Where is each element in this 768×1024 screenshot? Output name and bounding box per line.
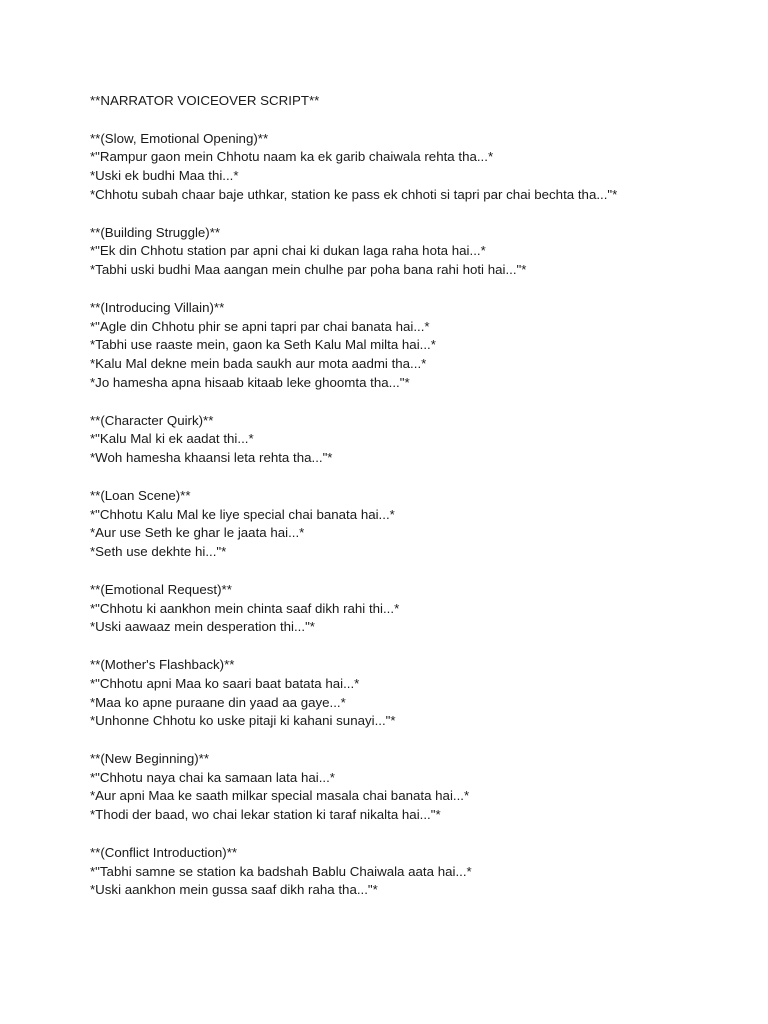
section-conflict-introduction [90,844,730,900]
section-slow-emotional-opening [90,130,730,205]
section-building-struggle [90,224,730,280]
section-character-quirk [90,412,730,468]
script-line: *Maa ko apne puraane din yaad aa gaye...* [90,694,346,710]
script-line: *Uski aankhon mein gussa saaf dikh raha tha..."* [90,882,378,898]
script-line: *Aur apni Maa ke saath milkar special masala chai banata hai...* [90,788,470,804]
section-mothers-flashback [90,656,730,731]
section-heading: **(New Beginning)** [90,750,209,766]
script-line: *"Ek din Chhotu station par apni chai ki dukan laga raha hota hai...* [90,243,486,259]
script-line: *"Chhotu Kalu Mal ke liye special chai banata hai...* [90,506,395,522]
script-title: **NARRATOR VOICEOVER SCRIPT** [90,93,320,108]
script-line: *Tabhi use raaste mein, gaon ka Seth Kalu Mal milta hai...* [90,337,436,353]
section-introducing-villain [90,299,730,393]
script-line: *"Rampur gaon mein Chhotu naam ka ek garib chaiwala rehta tha...* [90,149,494,165]
script-line: *Unhonne Chhotu ko uske pitaji ki kahani sunayi..."* [90,713,396,729]
section-new-beginning [90,750,730,825]
script-line: *Uski aawaaz mein desperation thi..."* [90,619,315,635]
section-heading: **(Building Struggle)** [90,224,221,240]
script-line: *"Chhotu ki aankhon mein chinta saaf dikh rahi thi...* [90,600,400,616]
script-line: *Chhotu subah chaar baje uthkar, station ke pass ek chhoti si tapri par chai bechta tha..."* [90,186,618,202]
section-heading: **(Slow, Emotional Opening)** [90,130,269,146]
script-line: *Jo hamesha apna hisaab kitaab leke ghoomta tha..."* [90,374,410,390]
section-heading: **(Loan Scene)** [90,487,191,503]
script-line: *Tabhi uski budhi Maa aangan mein chulhe par poha bana rahi hoti hai..."* [90,262,527,278]
script-line: *"Kalu Mal ki ek aadat thi...* [90,431,254,447]
script-page [90,92,730,919]
script-line: *"Chhotu naya chai ka samaan lata hai...* [90,769,335,785]
section-loan-scene [90,487,730,562]
script-line: *Aur use Seth ke ghar le jaata hai...* [90,525,305,541]
section-heading: **(Character Quirk)** [90,412,214,428]
script-line: *"Agle din Chhotu phir se apni tapri par chai banata hai...* [90,318,430,334]
script-line: *Woh hamesha khaansi leta rehta tha..."* [90,450,333,466]
section-emotional-request [90,581,730,637]
section-heading: **(Conflict Introduction)** [90,844,238,860]
script-line: *Seth use dekhte hi..."* [90,544,227,560]
section-heading: **(Mother's Flashback)** [90,656,235,672]
script-line: *Kalu Mal dekne mein bada saukh aur mota aadmi tha...* [90,356,427,372]
script-line: *"Chhotu apni Maa ko saari baat batata hai...* [90,675,360,691]
script-line: *Thodi der baad, wo chai lekar station ki taraf nikalta hai..."* [90,807,441,823]
script-line: *"Tabhi samne se station ka badshah Bablu Chaiwala aata hai...* [90,863,472,879]
script-line: *Uski ek budhi Maa thi...* [90,168,239,184]
section-heading: **(Emotional Request)** [90,581,232,597]
section-heading: **(Introducing Villain)** [90,299,225,315]
